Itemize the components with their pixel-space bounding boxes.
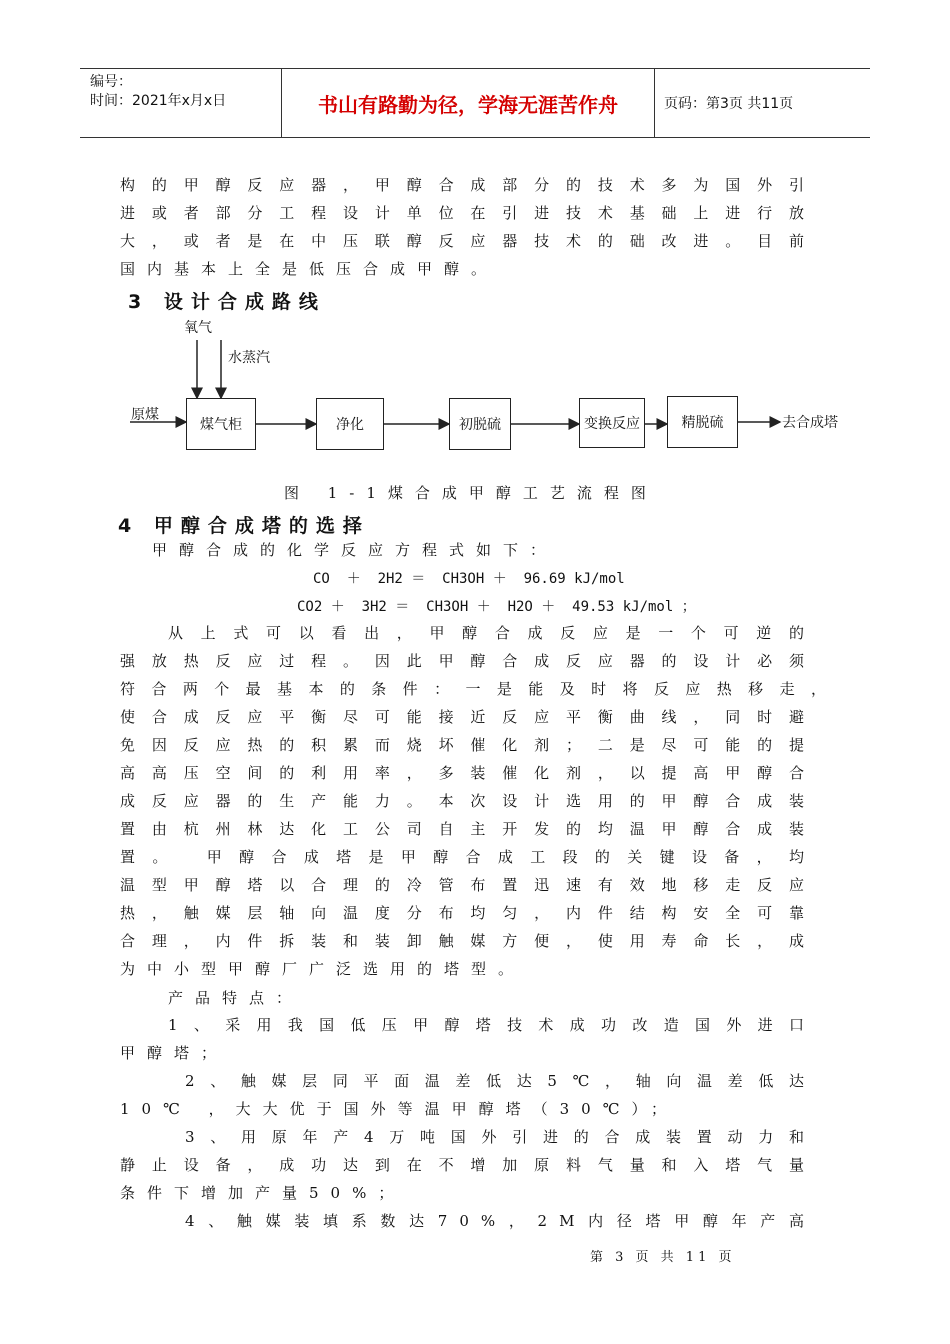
text-line: 置由杭州林达化工公司自主开发的均温甲醇合成装 [120, 820, 816, 838]
text-line: 从上式可以看出，甲醇合成反应是一个可逆的 [168, 624, 816, 642]
label-oxygen: 氧气 [184, 320, 212, 336]
header-page-info: 页码：第3页 共11页 [664, 96, 794, 112]
text-line: 国内基本上全是低压合成甲醇。 [120, 260, 499, 278]
text-line: 构的甲醇反应器，甲醇合成部分的技术多为国外引 [120, 176, 816, 194]
label-steam: 水蒸汽 [228, 350, 270, 366]
feature-line: 静止设备，成功达到在不增加原料气量和入塔气量 [120, 1156, 816, 1174]
header-motto: 书山有路勤为径，学海无涯苦作舟 [282, 69, 655, 137]
box-primary-desulfurization: 初脱硫 [449, 398, 511, 450]
feature-line: 4、触媒装填系数达70%，2M内径塔甲醇年产高 [185, 1212, 816, 1230]
text-line: 进或者部分工程设计单位在引进技术基础上进行放 [120, 204, 816, 222]
text-line: 高高压空间的利用率，多装催化剂，以提高甲醇合 [120, 764, 816, 782]
feature-line: 甲醇塔； [120, 1044, 229, 1062]
label-output: 去合成塔 [782, 415, 838, 431]
text-line: 使合成反应平衡尽可能接近反应平衡曲线，同时避 [120, 708, 816, 726]
feature-line: 条件下增加产量50%； [120, 1184, 406, 1202]
text-line: 为中小型甲醇厂广泛选用的塔型。 [120, 960, 526, 978]
label-raw-coal: 原煤 [131, 407, 159, 423]
box-purification: 净化 [316, 398, 384, 450]
text-line: 温型甲醇塔以合理的冷管布置迅速有效地移走反应 [120, 876, 816, 894]
text-line: 合理，内件拆装和装卸触媒方便，使用寿命长，成 [120, 932, 816, 950]
box-fine-desulfurization: 精脱硫 [667, 396, 738, 448]
text-line: 免因反应热的积累而烧坏催化剂；二是尽可能的提 [120, 736, 816, 754]
feature-line: 1、采用我国低压甲醇塔技术成功改造国外进口 [168, 1016, 816, 1034]
text-line: 大，或者是在中压联醇反应器技术的础改进。目前 [120, 232, 816, 250]
box-shift-reaction: 变换反应 [579, 398, 645, 448]
feature-line: 2、触媒层同平面温差低达5℃，轴向温差低达 [185, 1072, 816, 1090]
text-line: 强放热反应过程。因此甲醇合成反应器的设计必须 [120, 652, 816, 670]
text-line: 置。 甲醇合成塔是甲醇合成工段的关键设备，均 [120, 848, 816, 866]
text-line: 符合两个最基本的条件：一是能及时将反应热移走， [120, 680, 838, 698]
text-line: 成反应器的生产能力。本次设计选用的甲醇合成装 [120, 792, 816, 810]
number-label: 编号： [90, 74, 132, 90]
equation-2: CO2 ＋ 3H2 ＝ CH3OH ＋ H2O ＋ 49.53 kJ/mol ； [297, 599, 696, 615]
equation-intro: 甲醇合成的化学反应方程式如下： [152, 541, 558, 559]
features-title: 产品特点： [168, 989, 304, 1007]
text-line: 热，触媒层轴向温度分布均匀，内件结构安全可靠 [120, 904, 816, 922]
figure-caption: 图 1-1煤合成甲醇工艺流程图 [284, 484, 658, 502]
feature-line: 3、用原年产4万吨国外引进的合成装置动力和 [185, 1128, 816, 1146]
box-gas-holder: 煤气柜 [186, 398, 256, 450]
page-footer: 第 3 页 共 11 页 [590, 1250, 736, 1265]
feature-line: 10℃ ，大大优于国外等温甲醇塔（30℃）； [120, 1100, 679, 1118]
equation-1: CO ＋ 2H2 ＝ CH3OH ＋ 96.69 kJ/mol [313, 571, 625, 587]
section-heading: 3 设计合成路线 [128, 291, 326, 313]
time-label: 时间：2021年x月x日 [90, 93, 227, 109]
section-heading: 4 甲醇合成塔的选择 [118, 515, 370, 537]
